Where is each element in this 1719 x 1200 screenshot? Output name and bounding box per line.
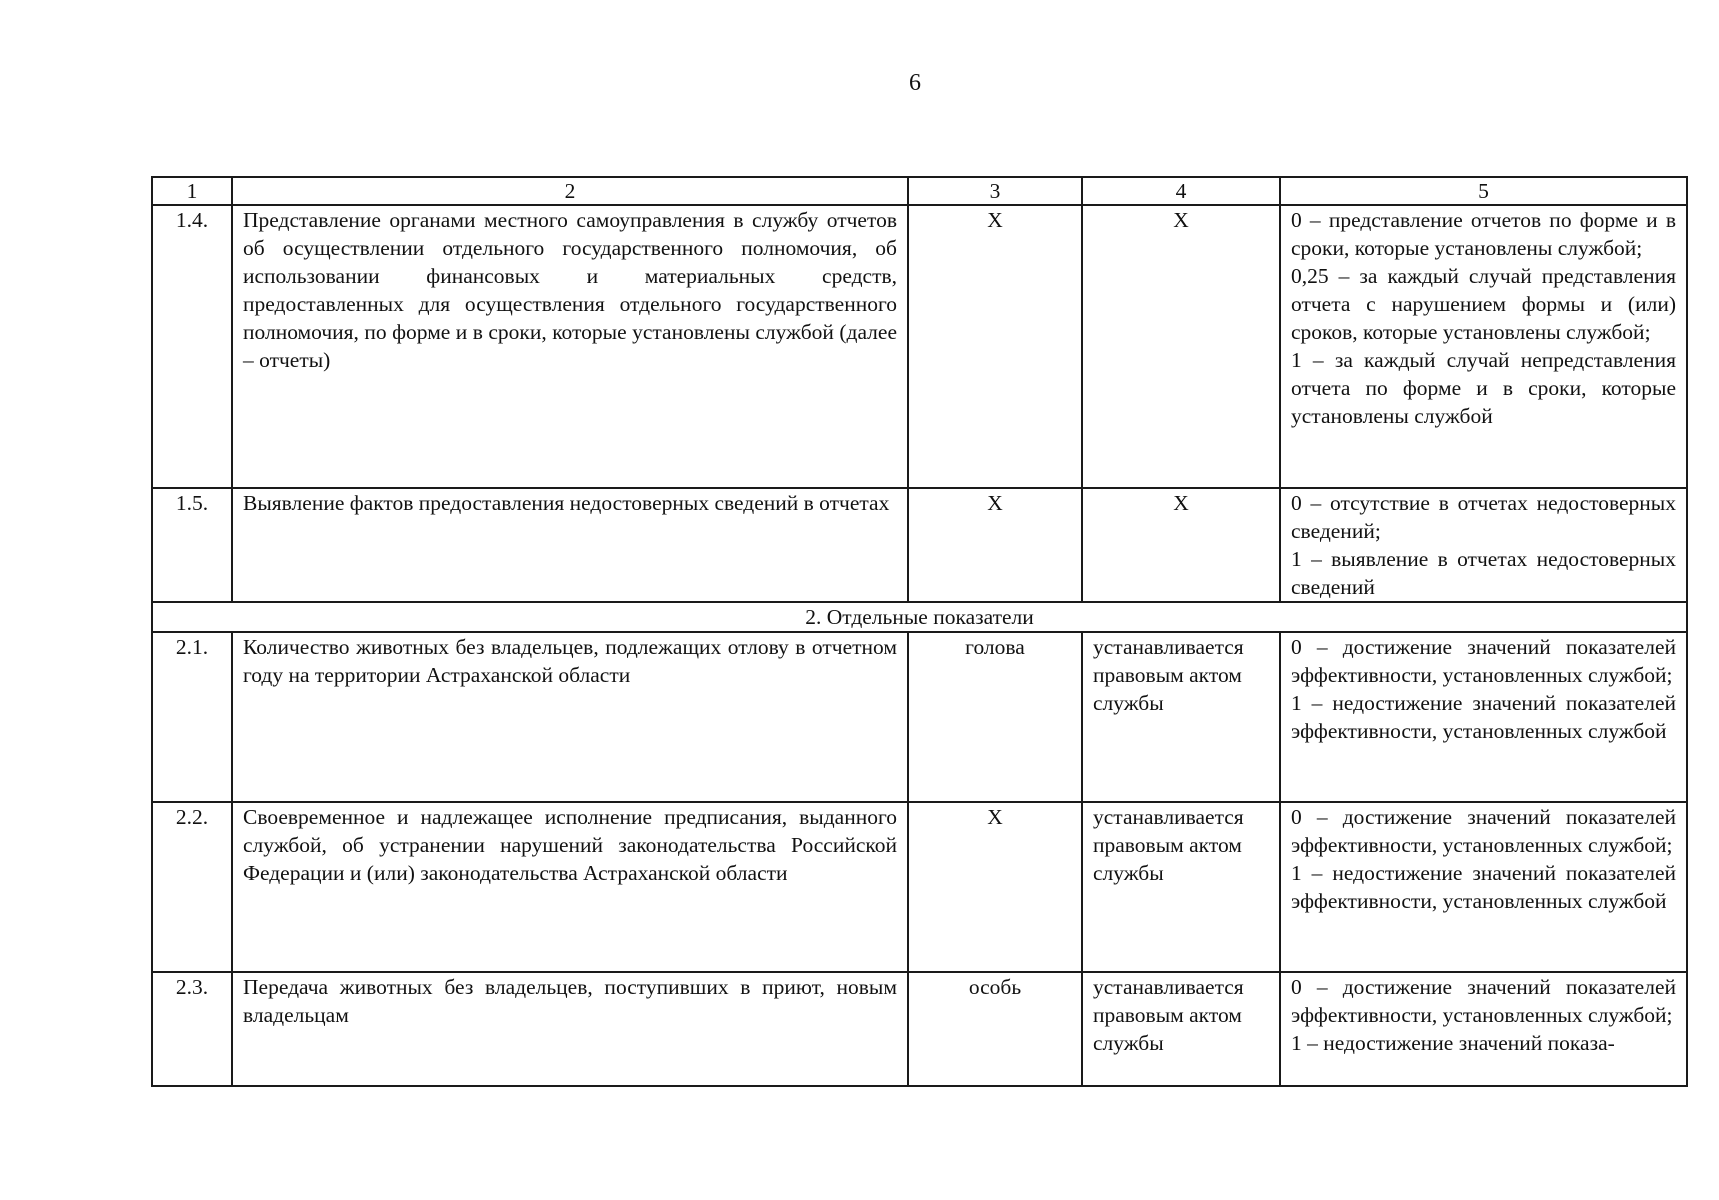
row-number: 1.5.	[152, 488, 232, 602]
header-col-2: 2	[232, 177, 908, 205]
header-col-1: 1	[152, 177, 232, 205]
criteria-line: 1 – выявление в отчетах недостоверных сведений	[1291, 547, 1676, 599]
criteria-line: 0 – отсутствие в отчетах недостоверных сведений;	[1291, 491, 1676, 543]
indicator-text: Передача животных без владельцев, поступивших в приют, новым владельцам	[232, 972, 908, 1086]
indicator-text: Представление органами местного самоуправления в службу отчетов об осуществлении отдельного государственного полномочия, об использовании финансовых и материальных средств, предоставленных для осуществления отдельного государственного полномочия, по форме и в сроки, которые установлены службой (далее – отчеты)	[232, 205, 908, 488]
unit-cell: Х	[908, 802, 1082, 972]
row-number: 2.1.	[152, 632, 232, 802]
table-header-row	[152, 177, 1687, 205]
header-col-3: 3	[908, 177, 1082, 205]
unit-cell: особь	[908, 972, 1082, 1086]
target-cell: Х	[1082, 488, 1280, 602]
table-row	[152, 205, 1687, 488]
indicators-table	[151, 176, 1688, 1087]
criteria-line: 0 – достижение значений показателей эффективности, установленных службой;	[1291, 975, 1676, 1027]
target-cell: устанавливается правовым актом службы	[1082, 802, 1280, 972]
criteria-line: 0,25 – за каждый случай представления отчета с нарушением формы и (или) сроков, которые установлены службой;	[1291, 264, 1676, 344]
indicator-text: Количество животных без владельцев, подлежащих отлову в отчетном году на территории Астраханской области	[232, 632, 908, 802]
criteria-line: 0 – достижение значений показателей эффективности, установленных службой;	[1291, 635, 1676, 687]
unit-cell: Х	[908, 205, 1082, 488]
table-row	[152, 632, 1687, 802]
target-cell: Х	[1082, 205, 1280, 488]
criteria-cell	[1280, 488, 1687, 602]
header-col-4: 4	[1082, 177, 1280, 205]
table-row	[152, 972, 1687, 1086]
target-cell: устанавливается правовым актом службы	[1082, 972, 1280, 1086]
criteria-cell	[1280, 802, 1687, 972]
criteria-cell	[1280, 632, 1687, 802]
indicator-text: Выявление фактов предоставления недостоверных сведений в отчетах	[232, 488, 908, 602]
criteria-line: 1 – недостижение значений показателей эффективности, установленных службой	[1291, 861, 1676, 913]
table-row	[152, 802, 1687, 972]
page-number: 6	[909, 70, 921, 96]
criteria-line: 0 – представление отчетов по форме и в сроки, которые установлены службой;	[1291, 208, 1676, 260]
row-number: 2.2.	[152, 802, 232, 972]
section-row	[152, 602, 1687, 632]
unit-cell: Х	[908, 488, 1082, 602]
criteria-line: 1 – за каждый случай непредставления отчета по форме и в сроки, которые установлены службой	[1291, 348, 1676, 428]
row-number: 1.4.	[152, 205, 232, 488]
criteria-cell	[1280, 972, 1687, 1086]
target-cell: устанавливается правовым актом службы	[1082, 632, 1280, 802]
criteria-line: 0 – достижение значений показателей эффективности, установленных службой;	[1291, 805, 1676, 857]
indicator-text: Своевременное и надлежащее исполнение предписания, выданного службой, об устранении нарушений законодательства Российской Федерации и (или) законодательства Астраханской области	[232, 802, 908, 972]
criteria-line: 1 – недостижение значений показателей эффективности, установленных службой	[1291, 691, 1676, 743]
criteria-cell	[1280, 205, 1687, 488]
header-col-5: 5	[1280, 177, 1687, 205]
row-number: 2.3.	[152, 972, 232, 1086]
unit-cell: голова	[908, 632, 1082, 802]
table-row	[152, 488, 1687, 602]
section-title: 2. Отдельные показатели	[152, 602, 1687, 632]
criteria-line: 1 – недостижение значений показа-	[1291, 1031, 1615, 1055]
